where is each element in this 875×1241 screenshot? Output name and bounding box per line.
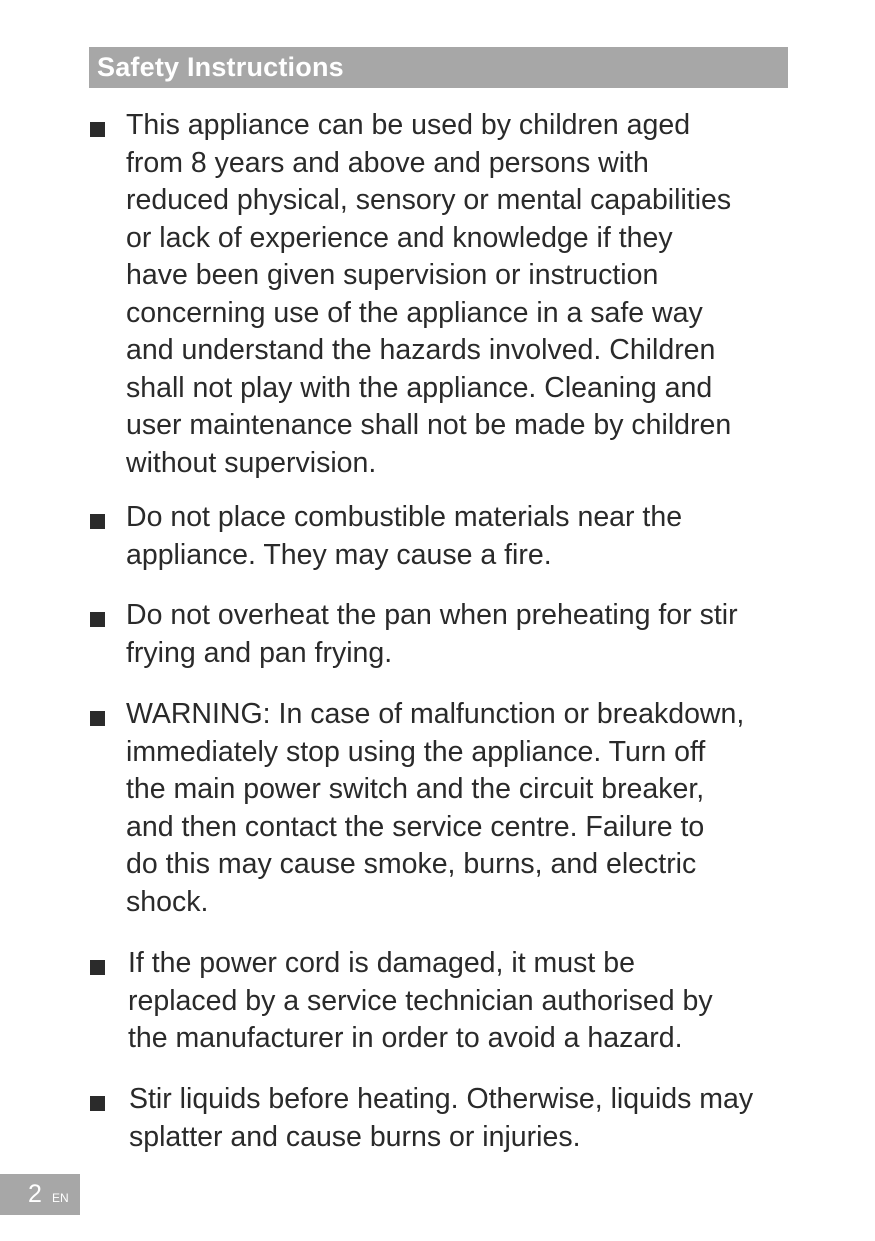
square-bullet-icon bbox=[90, 1096, 105, 1111]
bullet-text: Stir liquids before heating. Otherwise, liquids may splatter and cause burns or injuries. bbox=[129, 1083, 754, 1153]
page-number-tab bbox=[0, 1174, 80, 1215]
section-header bbox=[89, 47, 788, 88]
square-bullet-icon bbox=[90, 960, 105, 975]
section-title: Safety Instructions bbox=[97, 52, 344, 82]
square-bullet-icon bbox=[90, 514, 105, 529]
bullet-text: If the power cord is damaged, it must be replaced by a service technician authorised by the manufacturer in order to avoid a hazard. bbox=[128, 947, 713, 1054]
square-bullet-icon bbox=[90, 711, 105, 726]
bullet-text: This appliance can be used by children aged from 8 years and above and persons with reduced physical, sensory or mental capabilities or lack of experience and knowledge if they have been given supervision or instruction concerning use of the appliance in a safe way and understand the hazards involved. Children shall not play with the appliance. Cleaning and user maintenance shall not be made by children without supervision. bbox=[126, 109, 732, 479]
page-number: 2 bbox=[28, 1180, 42, 1208]
square-bullet-icon bbox=[90, 122, 105, 137]
language-code: EN bbox=[52, 1191, 69, 1205]
bullet-text: Do not place combustible materials near the appliance. They may cause a fire. bbox=[126, 501, 683, 571]
square-bullet-icon bbox=[90, 612, 105, 627]
bullet-text: WARNING: In case of malfunction or breakdown, immediately stop using the appliance. Turn off the main power switch and the circuit breaker, and then contact the service centre. Failure to do this may cause smoke, burns, and electric shock. bbox=[126, 698, 745, 918]
bullet-text: Do not overheat the pan when preheating for stir frying and pan frying. bbox=[126, 599, 738, 669]
